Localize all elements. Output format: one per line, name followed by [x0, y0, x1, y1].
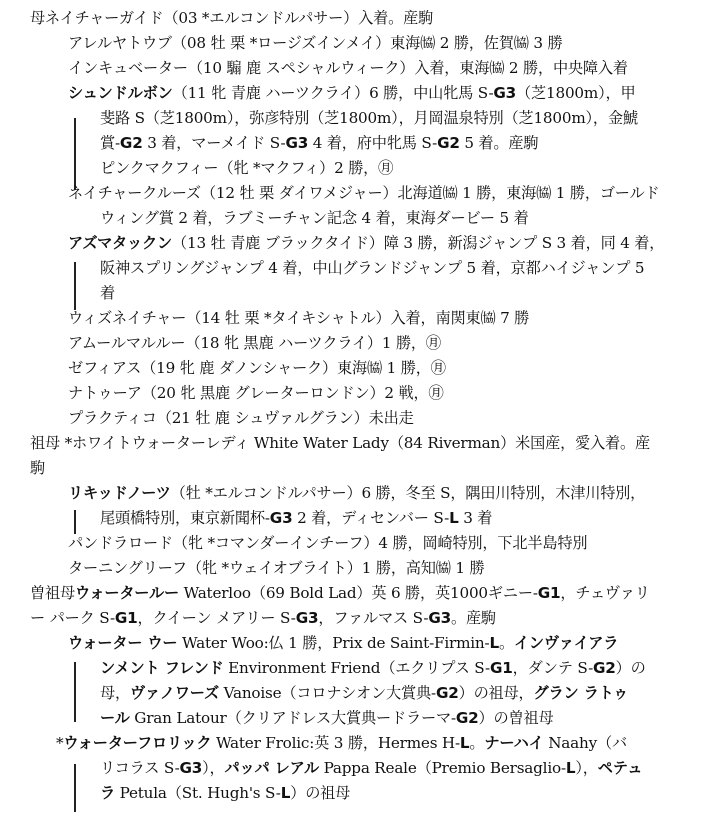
text-line — [30, 606, 496, 630]
bold-segment: G3 — [285, 134, 309, 152]
text-segment: 。 — [469, 734, 485, 752]
text-segment: 尾頭橋特別，東京新聞杯- — [100, 509, 270, 527]
text-segment: パンドラロード（牝 *コマンダーインチーフ）4 勝，岡崎特別，下北半島特別 — [68, 534, 588, 552]
bold-segment: G1 — [537, 584, 561, 602]
text-segment: ）， — [575, 759, 598, 777]
text-line — [68, 81, 635, 105]
bold-segment: シュンドルボン — [68, 84, 173, 102]
text-segment: （牡 *エルコンドルパサー）6 勝，冬至 S，隅田川特別，木津川特別， — [170, 484, 646, 502]
bold-segment: ンメント フレンド — [100, 659, 224, 677]
bold-segment: G1 — [489, 659, 513, 677]
bold-segment: L — [565, 759, 576, 777]
text-segment: Petula（St. Hugh's S- — [115, 784, 281, 802]
bold-segment: G3 — [493, 84, 517, 102]
text-segment: ）， — [202, 759, 225, 777]
text-segment: 3 着，マーメイド S- — [142, 134, 286, 152]
text-segment: 着 — [100, 284, 115, 302]
text-line — [100, 206, 529, 230]
bold-segment: L — [449, 509, 459, 527]
text-segment: 阪神スプリングジャンプ 4 着，中山グランドジャンプ 5 着，京都ハイジャンプ 5 — [100, 259, 645, 277]
text-segment: 曽祖母 — [30, 584, 75, 602]
text-line — [100, 106, 638, 130]
text-segment: 祖母 *ホワイトウォーターレディ White Water Lady（84 Riverman）米国産，愛入着。産 — [30, 434, 650, 452]
text-segment: ）の祖母 — [290, 784, 351, 802]
bold-segment: パッパ レアル — [224, 759, 319, 777]
text-segment: 母， — [100, 684, 130, 702]
text-line — [56, 731, 627, 755]
bold-segment: ペテュ — [597, 759, 643, 777]
text-segment: ，ファルマス S- — [318, 609, 429, 627]
text-segment: Water Frolic:英 3 勝，Hermes H- — [211, 734, 460, 752]
text-segment: 母ネイチャーガイド（03 *エルコンドルパサー）入着。産駒 — [30, 9, 434, 27]
text-line — [68, 356, 446, 380]
text-segment: ネイチャークルーズ（12 牡 栗 ダイワメジャー）北海道㈿ 1 勝，東海㈿ 1 勝，ゴールド — [68, 184, 660, 202]
bold-segment: G2 — [435, 684, 459, 702]
bold-segment: G3 — [428, 609, 451, 627]
text-segment: ，クイーン メアリー S- — [137, 609, 296, 627]
bold-segment: ラ — [100, 784, 115, 802]
text-segment: 。産駒 — [450, 609, 496, 627]
text-segment: リコラス S- — [100, 759, 180, 777]
text-line — [100, 681, 628, 705]
text-segment: Pappa Reale（Premio Bersaglio- — [318, 759, 566, 777]
text-line — [68, 181, 659, 205]
text-segment: Water Woo:仏 1 勝，Prix de Saint-Firmin- — [177, 634, 490, 652]
bold-segment: G2 — [593, 659, 616, 677]
text-line — [68, 556, 484, 580]
text-segment: 4 着，府中牝馬 S- — [308, 134, 438, 152]
text-segment: アムールマルルー（18 牝 黒鹿 ハーツクライ）1 勝，㊊ — [68, 334, 441, 352]
text-segment: 駒 — [30, 459, 45, 477]
bold-segment: リキッドノーツ — [68, 484, 171, 502]
text-segment: アレルヤトウブ（08 牡 栗 *ロージズインメイ）東海㈿ 2 勝，佐賀㈿ 3 勝 — [68, 34, 563, 52]
text-segment: プラクティコ（21 牡 鹿 シュヴァルグラン）未出走 — [68, 409, 414, 427]
text-segment: Environment Friend（エクリプス S- — [223, 659, 490, 677]
text-segment: 2 着，ディセンバー S- — [292, 509, 450, 527]
bold-segment: ール — [100, 709, 130, 727]
bold-segment: G3 — [295, 609, 319, 627]
text-line — [68, 31, 562, 55]
text-line — [68, 406, 414, 430]
text-line — [68, 531, 587, 555]
text-segment: ターニングリーフ（牝 *ウェイオブライト）1 勝，高知㈿ 1 勝 — [68, 559, 485, 577]
text-line — [68, 231, 664, 255]
bold-segment: G3 — [179, 759, 203, 777]
bold-segment: インヴァイアラ — [513, 634, 619, 652]
text-segment: 。 — [498, 634, 514, 652]
bold-segment: G2 — [119, 134, 143, 152]
text-segment: ）の — [615, 659, 646, 677]
text-line — [100, 656, 646, 680]
text-segment: * — [56, 734, 64, 752]
text-segment: ー パーク S- — [30, 609, 115, 627]
bold-segment: G1 — [114, 609, 138, 627]
text-line — [100, 706, 553, 730]
bold-segment: G3 — [269, 509, 293, 527]
text-segment: ，チェヴァリ — [560, 584, 650, 602]
text-line — [68, 481, 645, 505]
text-line — [100, 131, 538, 155]
text-segment: ピンクマクフィー（牝 *マクフィ）2 勝，㊊ — [100, 159, 394, 177]
text-segment: （11 牝 青鹿 ハーツクライ）6 勝，中山牝馬 S- — [172, 84, 494, 102]
indent-bar — [74, 764, 76, 812]
bold-segment: L — [489, 634, 499, 652]
text-segment: ウィズネイチャー（14 牡 栗 *タイキシャトル）入着，南関東㈿ 7 勝 — [68, 309, 530, 327]
text-line — [30, 581, 650, 605]
bold-segment: L — [459, 734, 470, 752]
text-line — [30, 6, 433, 30]
text-segment: Gran Latour（クリアドレス大賞典ードラーマ- — [129, 709, 456, 727]
bold-segment: グラン ラトゥ — [533, 684, 629, 702]
text-line — [68, 381, 443, 405]
text-segment: インキュベーター（10 騸 鹿 スペシャルウィーク）入着，東海㈿ 2 勝，中央障入着 — [68, 59, 628, 77]
text-line — [30, 456, 45, 480]
bold-segment: ヴァノワーズ — [129, 684, 219, 702]
text-segment: 賞- — [100, 134, 120, 152]
indent-bar — [74, 262, 76, 310]
text-segment: ）の曽祖母 — [478, 709, 554, 727]
bold-segment: ウォータールー — [74, 584, 179, 602]
text-line — [100, 506, 492, 530]
bold-segment: ウォーター ウー — [68, 634, 178, 652]
text-segment: ）の祖母， — [458, 684, 534, 702]
text-segment: ，ダンテ S- — [512, 659, 594, 677]
indent-bar — [74, 662, 76, 722]
text-segment: ウィング賞 2 着，ラブミーチャン記念 4 着，東海ダービー 5 着 — [100, 209, 529, 227]
text-line — [68, 306, 529, 330]
bold-segment: アズマタックン — [68, 234, 173, 252]
bold-segment: ナーハイ — [484, 734, 544, 752]
text-line — [100, 781, 350, 805]
text-line — [68, 56, 628, 80]
text-segment: 5 着。産駒 — [459, 134, 539, 152]
text-segment: Vanoise（コロナシオン大賞典- — [219, 684, 436, 702]
text-segment: （13 牡 青鹿 ブラックタイド）障 3 勝，新潟ジャンプ S 3 着，同 4 着， — [172, 234, 665, 252]
text-line — [100, 256, 644, 280]
text-segment: Waterloo（69 Bold Lad）英 6 勝，英1000ギニー- — [178, 584, 538, 602]
text-line — [100, 756, 642, 780]
text-line — [30, 431, 650, 455]
bold-segment: L — [280, 784, 291, 802]
text-segment: 斐路 S（芝1800m），弥彦特別（芝1800m），月岡温泉特別（芝1800m），金鯱 — [100, 109, 638, 127]
indent-bar — [74, 118, 76, 190]
bold-segment: G2 — [437, 134, 460, 152]
text-line — [68, 331, 441, 355]
text-segment: （芝1800m），甲 — [516, 84, 636, 102]
text-line — [68, 631, 618, 655]
bold-segment: G2 — [455, 709, 479, 727]
text-line — [100, 281, 115, 305]
text-segment: ナトゥーア（20 牝 黒鹿 グレーターロンドン）2 戦，㊊ — [68, 384, 444, 402]
text-segment: 3 着 — [458, 509, 493, 527]
bold-segment: ウォーターフロリック — [63, 734, 212, 752]
text-line — [100, 156, 393, 180]
text-segment: Naahy（バ — [543, 734, 627, 752]
text-segment: ゼフィアス（19 牝 鹿 ダノンシャーク）東海㈿ 1 勝，㊊ — [68, 359, 446, 377]
